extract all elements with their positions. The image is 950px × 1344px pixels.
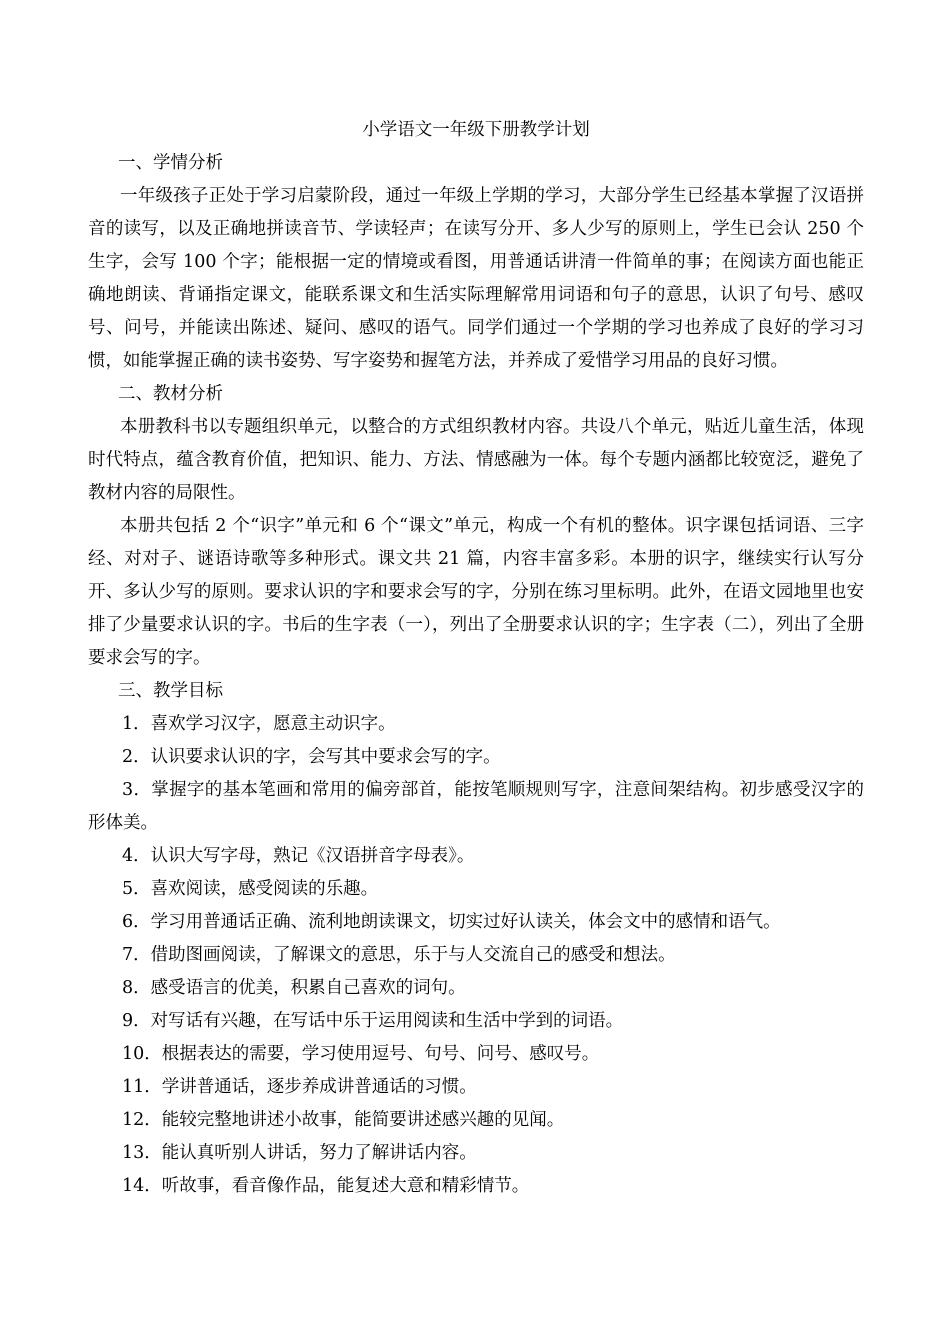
document-title: 小学语文一年级下册教学计划 [362, 120, 590, 140]
section-heading-analysis-of-students: 一、学情分析 [118, 153, 223, 173]
goal-item-13: 13．能认真听别人讲话，努力了解讲话内容。 [122, 1143, 477, 1163]
paragraph-textbook-analysis-1: 本册教科书以专题组织单元，以整合的方式组织教材内容。共设八个单元，贴近儿童生活，体现时代特点，蕴含教育价值，把知识、能力、方法、情感融为一体。每个专题内涵都比较宽泛，避免了教材内容的局限性。 [88, 417, 864, 503]
paragraph-textbook-analysis-2: 本册共包括 2 个“识字”单元和 6 个“课文”单元，构成一个有机的整体。识字课包括词语、三字经、对对子、谜语诗歌等多种形式。课文共 21 篇，内容丰富多彩。本册的识字，继续实行认写分开、多认少写的原则。要求认识的字和要求会写的字，分别在练习里标明。此外，在语文园地里也安排了少量要求认识的字。书后的生字表（一），列出了全册要求认识的字；生字表（二），列出了全册要求会写的字。 [88, 516, 864, 668]
goal-item-10: 10．根据表达的需要，学习使用逗号、句号、问号、感叹号。 [122, 1044, 600, 1064]
goal-item-7: 7．借助图画阅读，了解课文的意思，乐于与人交流自己的感受和想法。 [122, 945, 676, 965]
goal-item-3: 3．掌握字的基本笔画和常用的偏旁部首，能按笔顺规则写字，注意间架结构。初步感受汉字的形体美。 [88, 780, 864, 833]
goal-item-5: 5．喜欢阅读，感受阅读的乐趣。 [122, 879, 379, 899]
section-heading-textbook-analysis: 二、教材分析 [118, 384, 223, 404]
document-body [88, 147, 864, 1203]
goal-item-2: 2．认识要求认识的字，会写其中要求会写的字。 [122, 747, 501, 767]
goal-item-14: 14．听故事，看音像作品，能复述大意和精彩情节。 [122, 1176, 530, 1196]
section-heading-teaching-goals: 三、教学目标 [118, 681, 223, 701]
goal-item-6: 6．学习用普通话正确、流利地朗读课文，切实过好认读关，体会文中的感情和语气。 [122, 912, 781, 932]
goal-item-9: 9．对写话有兴趣，在写话中乐于运用阅读和生活中学到的词语。 [122, 1011, 624, 1031]
goal-item-1: 1．喜欢学习汉字，愿意主动识字。 [122, 714, 396, 734]
goal-item-12: 12．能较完整地讲述小故事，能简要讲述感兴趣的见闻。 [122, 1110, 565, 1130]
paragraph-student-analysis: 一年级孩子正处于学习启蒙阶段，通过一年级上学期的学习，大部分学生已经基本掌握了汉语拼音的读写，以及正确地拼读音节、学读轻声；在读写分开、多人少写的原则上，学生已会认 250 个生字，会写 100 个字；能根据一定的情境或看图，用普通话讲清一件简单的事；在阅读方面也能正确地朗读、背诵指定课文，能联系课文和生活实际理解常用词语和句子的意思，认识了句号、感叹号、问号，并能读出陈述、疑问、感叹的语气。同学们通过一个学期的学习也养成了良好的学习习惯，如能掌握正确的读书姿势、写字姿势和握笔方法，并养成了爱惜学习用品的良好习惯。 [88, 186, 864, 371]
goal-item-11: 11．学讲普通话，逐步养成讲普通话的习惯。 [122, 1077, 477, 1097]
goal-item-4: 4．认识大写字母，熟记《汉语拼音字母表》。 [122, 846, 475, 866]
goal-item-8: 8．感受语言的优美，积累自己喜欢的词句。 [122, 978, 466, 998]
